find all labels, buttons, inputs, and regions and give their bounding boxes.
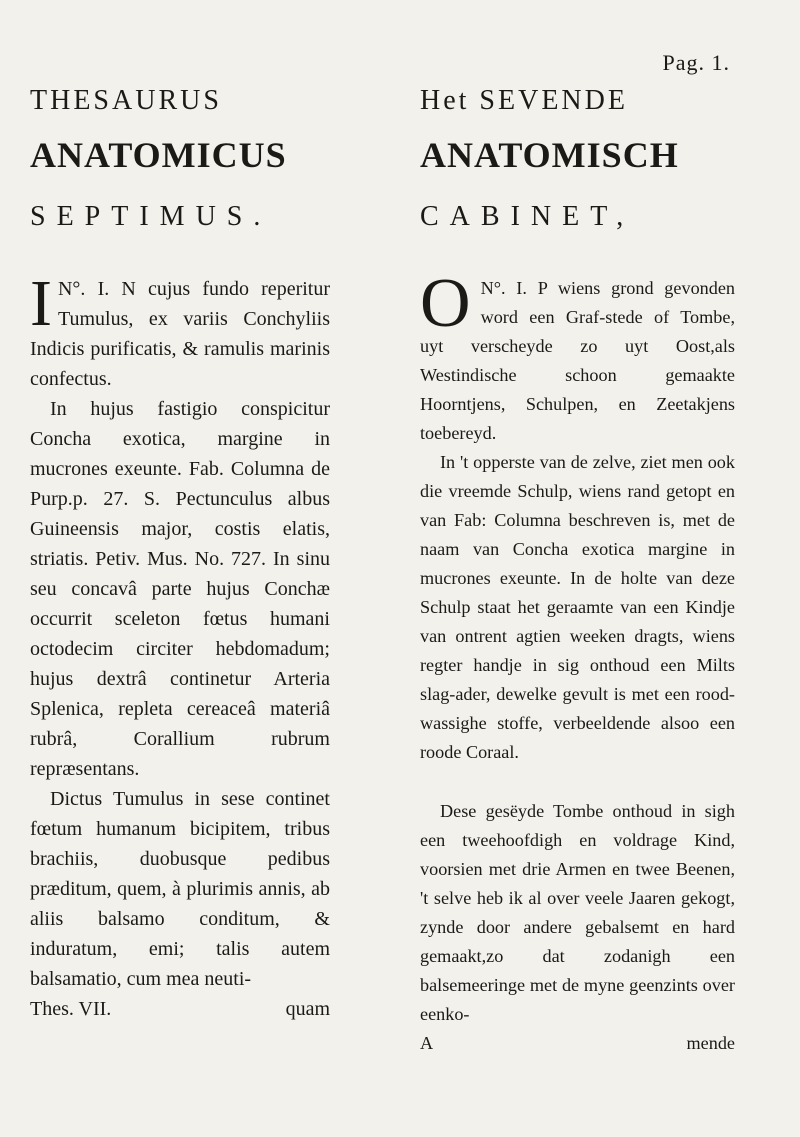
latin-paragraph-1 <box>30 267 330 394</box>
latin-signature: Thes. VII. <box>30 998 112 1020</box>
latin-paragraph-2: In hujus fastigio conspicitur Concha exotica, margine in mucrones exeunte. Fab. Columna de Purp.p. 27. S. Pectunculus albus Guineensis major, costis elatis, striatis. Petiv. Mus. No. 727. In sinu seu concavâ parte hujus Conchæ occurrit sceleton fœtus humani octodecim circiter hebdomadum; hujus dextrâ continetur Arteria Splenica, repleta cereaceâ materiâ rubrâ, Corallium rubrum repræsentans. <box>30 398 330 780</box>
dutch-page-footer <box>420 1029 735 1058</box>
dutch-header-line3: CABINET, <box>420 201 635 232</box>
page-number: Pag. 1. <box>662 50 730 75</box>
dutch-item-number: N°. I. <box>480 278 527 298</box>
dutch-catchword: mende <box>686 1033 735 1053</box>
dutch-header-line2: ANATOMISCH <box>420 135 679 175</box>
latin-column <box>30 84 330 1024</box>
dutch-paragraph-2: In 't opperste van de zelve, ziet men ook die vreemde Schulp, wiens rand getopt en van Fab: Columna beschreven is, met de naam van Concha exotica margine in mucrones exeunte. In de holte van deze Schulp staat het geraamte van een Kindje van ontrent agtien weeken dragts, wiens regter handje in sig onthoud een Milts slag-ader, dewelke gevult is met een rood-wassighe stoffe, verbeeldende alsoo een roode Coraal. <box>420 452 735 762</box>
dutch-paragraph-1 <box>420 265 736 448</box>
dutch-signature: A <box>420 1033 434 1053</box>
dutch-column <box>420 84 735 1058</box>
latin-header-line3: SEPTIMUS. <box>30 201 272 232</box>
dutch-paragraph-3: Dese gesëyde Tombe onthoud in sigh een tweehoofdigh en voldrage Kind, voorsien met drie Armen en twee Beenen, 't selve heb ik al over veele Jaaren gekogt, zynde door andere gebalsemt en hard gemaakt,zo dat zodanigh een balsemeeringe met de myne geenzints over eenko- <box>420 801 735 1024</box>
latin-item-number: N°. I. <box>57 278 110 300</box>
dutch-drop-cap: O <box>420 265 471 342</box>
latin-page-footer <box>30 994 330 1024</box>
dutch-text <box>420 265 736 1058</box>
latin-drop-cap: I <box>30 267 52 340</box>
latin-header-line2: ANATOMICUS <box>30 135 287 175</box>
latin-text <box>30 267 330 1024</box>
dutch-header-line1: Het SEVENDE <box>420 85 628 116</box>
latin-catchword: quam <box>285 998 330 1020</box>
latin-paragraph-1-text: N cujus fundo reperitur Tumulus, ex variis Conchyliis Indicis purificatis, & ramulis marinis confectus. <box>30 278 330 390</box>
latin-header-line1: THESAURUS <box>30 85 222 116</box>
latin-paragraph-3: Dictus Tumulus in sese continet fœtum humanum bicipitem, tribus brachiis, duobusque pedibus præditum, quem, à plurimis annis, ab aliis balsamo conditum, & induratum, emi; talis autem balsamatio, cum mea neuti- <box>30 788 330 990</box>
dutch-paragraph-1-text: P wiens grond gevonden word een Graf-stede of Tombe, uyt verscheyde zo uyt Oost,als Westindische schoon gemaakte Hoorntjens, Schulpen, en Zeetakjens toebereyd. <box>420 278 736 443</box>
